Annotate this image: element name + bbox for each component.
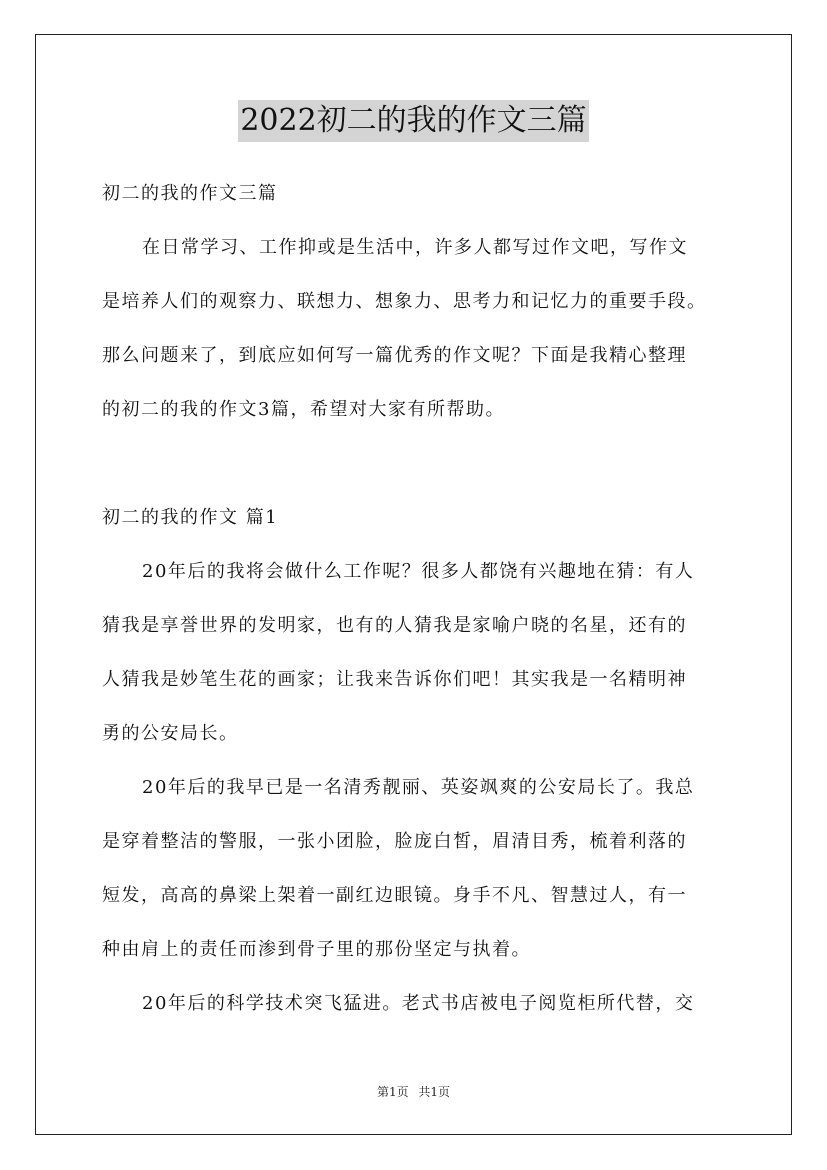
para1-line-4: 勇的公安局长。 (102, 723, 239, 744)
page-total: 共1页 (418, 1085, 451, 1099)
intro-line-4: 的初二的我的作文3篇，希望对大家有所帮助。 (102, 399, 505, 420)
section-heading: 初二的我的作文 篇1 (102, 507, 279, 528)
document-title: 2022初二的我的作文三篇 (238, 100, 588, 142)
para1-line-2: 猜我是享誉世界的发明家，也有的人猜我是家喻户晓的名星，还有的 (102, 615, 687, 636)
title-container (0, 100, 827, 142)
para2-line-3: 短发，高高的鼻梁上架着一副红边眼镜。身手不凡、智慧过人，有一 (102, 885, 687, 906)
intro-line-1: 在日常学习、工作抑或是生活中，许多人都写过作文吧，写作文 (142, 237, 688, 258)
para1-line-1: 20年后的我将会做什么工作呢？很多人都饶有兴趣地在猜：有人 (142, 561, 695, 582)
page-number: 第1页 (376, 1085, 409, 1099)
page-footer (0, 1083, 827, 1100)
para2-line-2: 是穿着整洁的警服，一张小团脸，脸庞白皙，眉清目秀，梳着利落的 (102, 831, 687, 852)
intro-line-2: 是培养人们的观察力、联想力、想象力、思考力和记忆力的重要手段。 (102, 291, 707, 312)
document-subtitle: 初二的我的作文三篇 (102, 183, 278, 204)
para2-line-1: 20年后的我早已是一名清秀靓丽、英姿飒爽的公安局长了。我总 (142, 777, 695, 798)
para3-line-1: 20年后的科学技术突飞猛进。老式书店被电子阅览柜所代替，交 (142, 993, 695, 1014)
intro-line-3: 那么问题来了，到底应如何写一篇优秀的作文呢？下面是我精心整理 (102, 345, 687, 366)
para2-line-4: 种由肩上的责任而渗到骨子里的那份坚定与执着。 (102, 939, 531, 960)
para1-line-3: 人猜我是妙笔生花的画家；让我来告诉你们吧！其实我是一名精明神 (102, 669, 687, 690)
